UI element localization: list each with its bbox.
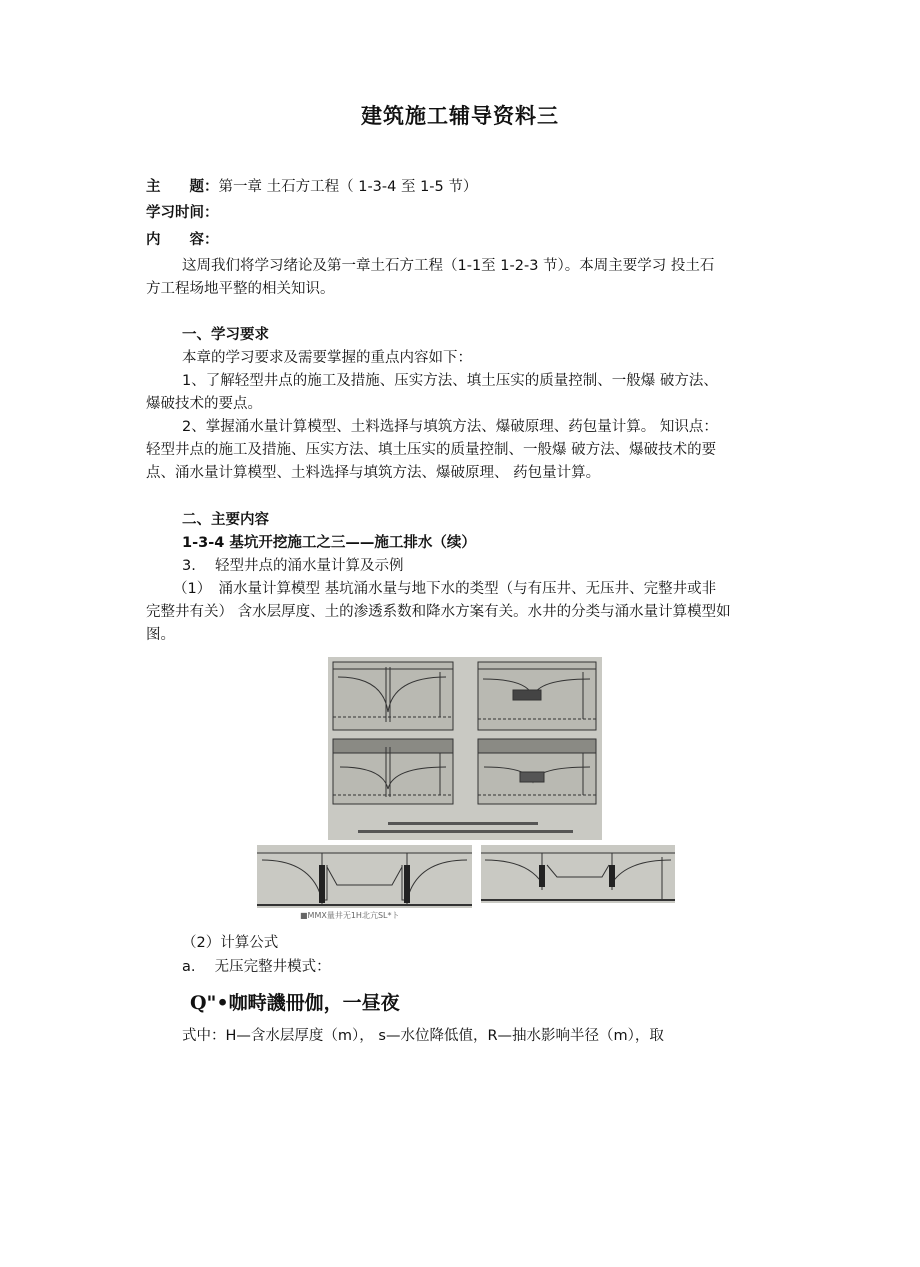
section-2-heading: 二、主要内容 bbox=[182, 512, 269, 528]
section-2-subheading: 1-3-4 基坑开挖施工之三——施工排水（续） bbox=[182, 535, 476, 551]
study-time-label: 学习时间： bbox=[146, 205, 219, 221]
section-1-item-2-line-3: 点、涌水量计算模型、土料选择与填筑方法、爆破原理、 药包量计算。 bbox=[146, 465, 601, 481]
formula: Q"•咖畤譏冊伽，一昼夜 bbox=[190, 992, 400, 1014]
section-1-item-2-line-1: 2、掌握涌水量计算模型、土料选择与填筑方法、爆破原理、药包量计算。 知识点： bbox=[182, 419, 718, 435]
section-2-para-line-3: 图。 bbox=[146, 627, 175, 643]
topic-line bbox=[146, 176, 477, 198]
content-label: 内 容： bbox=[146, 232, 219, 248]
topic-value: 第一章 土石方工程（ 1-3-4 至 1-5 节） bbox=[218, 179, 478, 195]
intro-line-1: 这周我们将学习绪论及第一章土石方工程（1-1至 1-2-3 节）。本周主要学习 投土石 bbox=[182, 258, 715, 274]
section-2-item-3: 3. 轻型井点的涌水量计算及示例 bbox=[182, 558, 404, 574]
well-classification-figure bbox=[328, 657, 602, 840]
section-1-intro: 本章的学习要求及需要掌握的重点内容如下： bbox=[182, 350, 472, 366]
section-1-heading: 一、学习要求 bbox=[182, 327, 269, 343]
section-1-item-2-line-2: 轻型井点的施工及措施、压实方法、填土压实的质量控制、一般爆 破方法、爆破技术的要 bbox=[146, 442, 717, 458]
calc-heading: （2）计算公式 bbox=[182, 935, 279, 951]
section-1-item-1-line-2: 爆破技术的要点。 bbox=[146, 396, 262, 412]
intro-line-2: 方工程场地平整的相关知识。 bbox=[146, 281, 335, 297]
formula-description: 式中：H—含水层厚度（m）， s—水位降低值，R—抽水影响半径（m），取 bbox=[182, 1028, 664, 1044]
topic-label: 主 题： bbox=[146, 179, 219, 195]
figure-caption: ■MMX量井无1H北亢SL*ト bbox=[300, 911, 400, 920]
section-2-para-line-1: （1） 涌水量计算模型 基坑涌水量与地下水的类型（与有压井、无压井、完整井或非 bbox=[173, 581, 717, 597]
calc-mode-a: a. 无压完整井模式： bbox=[182, 959, 331, 975]
section-2-para-line-2: 完整井有关） 含水层厚度、土的渗透系数和降水方案有关。水井的分类与涌水量计算模型如 bbox=[146, 604, 731, 620]
foundation-pit-figure bbox=[257, 845, 675, 911]
section-1-item-1-line-1: 1、了解轻型井点的施工及措施、压实方法、填土压实的质量控制、一般爆 破方法、 bbox=[182, 373, 718, 389]
document-title: 建筑施工辅导资料三 bbox=[361, 104, 559, 128]
